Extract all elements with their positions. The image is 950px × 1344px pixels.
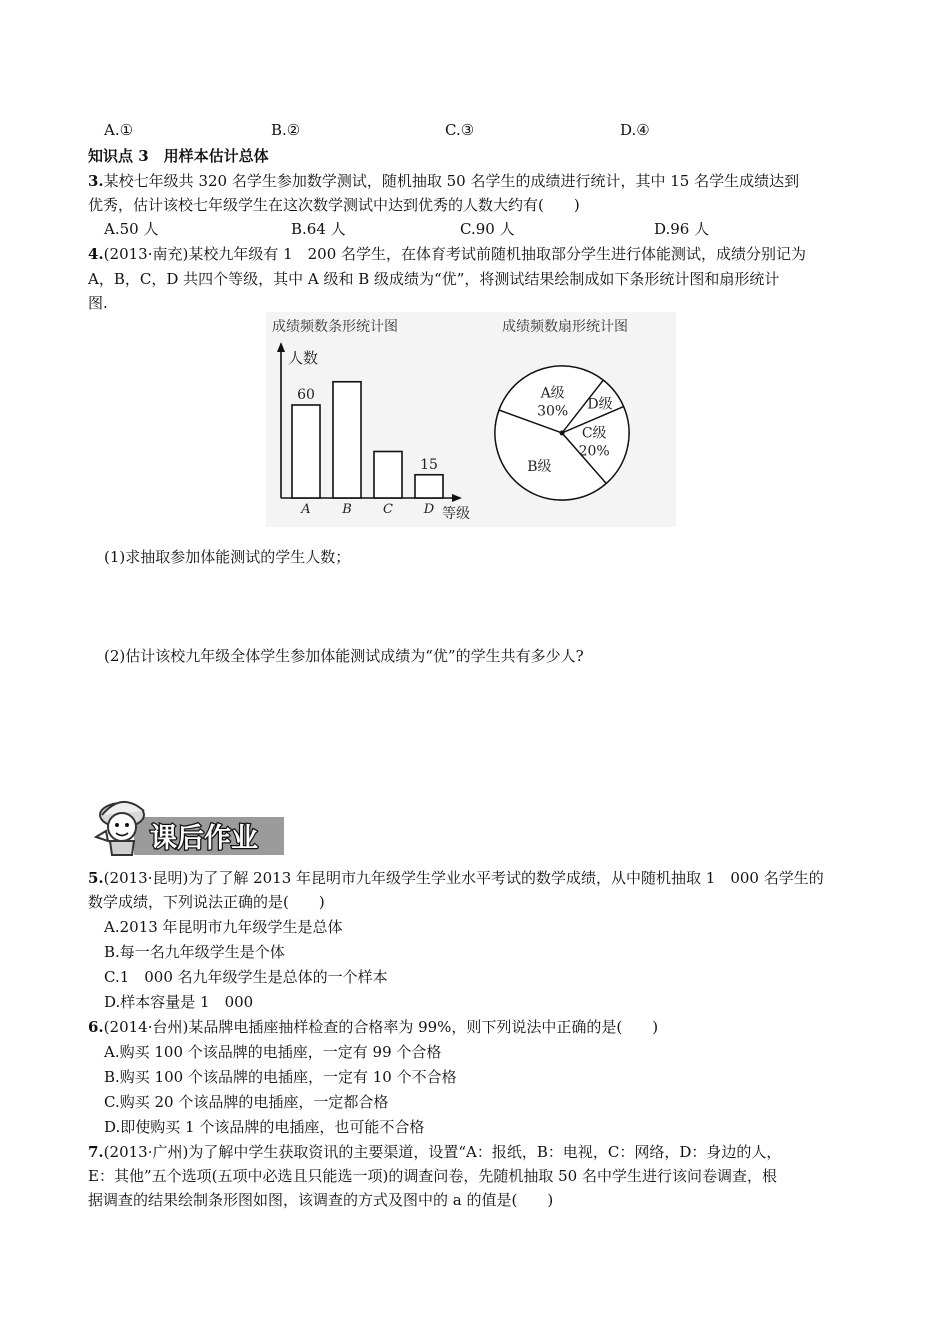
q4-number: 4. bbox=[88, 245, 104, 263]
q5-line-2: 数学成绩，下列说法正确的是( ) bbox=[88, 893, 325, 911]
q5-option-b: B.每一名九年级学生是个体 bbox=[104, 943, 285, 961]
q5-option-d: D.样本容量是 1 000 bbox=[104, 993, 254, 1011]
pie-label-0: A级 bbox=[540, 385, 565, 402]
bar-y-axis-label: 人数 bbox=[288, 349, 319, 367]
q3-line-1: 3.某校七年级共 320 名学生参加数学测试，随机抽取 50 名学生的成绩进行统计，其中 15 名学生成绩达到 bbox=[88, 172, 800, 190]
statistics-figure bbox=[266, 312, 676, 527]
pie-center-dot bbox=[560, 431, 565, 436]
pie-chart-title: 成绩频数扇形统计图 bbox=[502, 319, 628, 335]
q6-option-a: A.购买 100 个该品牌的电插座，一定有 99 个合格 bbox=[104, 1043, 442, 1061]
pie-value-label-2: 20% bbox=[578, 443, 610, 460]
q3-option-c: C.90 人 bbox=[460, 220, 515, 238]
q7-line-3: 据调查的结果绘制条形图如图，该调查的方式及图中的 a 的值是( ) bbox=[88, 1191, 554, 1209]
q2-option-b: B.② bbox=[271, 121, 301, 139]
q6-line-1: 6.(2014·台州)某品牌电插座抽样检查的合格率为 99%，则下列说法中正确的是( ) bbox=[88, 1018, 659, 1036]
q3-option-a: A.50 人 bbox=[104, 220, 159, 238]
q5-option-c: C.1 000 名九年级学生是总体的一个样本 bbox=[104, 968, 388, 986]
pie-value-label-0: 30% bbox=[537, 403, 569, 420]
q6-option-c: C.购买 20 个该品牌的电插座，一定都合格 bbox=[104, 1093, 389, 1111]
q6-number: 6. bbox=[88, 1018, 104, 1036]
q2-option-c: C.③ bbox=[445, 121, 475, 139]
q3-number: 3. bbox=[88, 172, 104, 190]
pie-label-3: B级 bbox=[527, 459, 552, 476]
banner-title: 课后作业 bbox=[150, 823, 258, 854]
q3-option-b: B.64 人 bbox=[291, 220, 346, 238]
pie-label-1: D级 bbox=[587, 396, 613, 413]
q2-options bbox=[104, 119, 864, 141]
bar-D bbox=[415, 475, 443, 498]
q5-line-1: 5.(2013·昆明)为了了解 2013 年昆明市九年级学生学业水平考试的数学成绩，从中随机抽取 1 000 名学生的 bbox=[88, 869, 824, 887]
homework-banner bbox=[88, 785, 288, 857]
q4-sub-2: (2)估计该校九年级全体学生参加体能测试成绩为“优”的学生共有多少人? bbox=[104, 647, 584, 665]
bar-chart-title: 成绩频数条形统计图 bbox=[272, 319, 398, 335]
bar-tick-label-D: D bbox=[423, 502, 435, 517]
q4-sub-1: (1)求抽取参加体能测试的学生人数； bbox=[104, 548, 351, 566]
q6-option-b: B.购买 100 个该品牌的电插座，一定有 10 个不合格 bbox=[104, 1068, 457, 1086]
q3-options bbox=[104, 218, 864, 240]
q2-option-a: A.① bbox=[104, 121, 134, 139]
bar-tick-label-C: C bbox=[383, 502, 393, 517]
q6-option-d: D.即使购买 1 个该品牌的电插座，也可能不合格 bbox=[104, 1118, 425, 1136]
q5-number: 5. bbox=[88, 869, 104, 887]
pie-chart bbox=[495, 366, 629, 500]
q7-line-2: E：其他”五个选项(五项中必选且只能选一项)的调查问卷，先随机抽取 50 名中学生进行该问卷调查，根 bbox=[88, 1167, 777, 1185]
bar-data-label-D: 15 bbox=[420, 456, 438, 473]
q4-line-1: 4.(2013·南充)某校九年级有 1 200 名学生，在体育考试前随机抽取部分学生进行体能测试，成绩分别记为 bbox=[88, 245, 807, 263]
bar-x-axis-label: 等级 bbox=[442, 506, 470, 522]
q3-line-2: 优秀，估计该校七年级学生在这次数学测试中达到优秀的人数大约有( ) bbox=[88, 196, 580, 214]
bar-tick-label-B: B bbox=[342, 502, 352, 517]
q7-number: 7. bbox=[88, 1143, 104, 1161]
bar-A bbox=[292, 405, 320, 498]
pie-label-2: C级 bbox=[581, 425, 607, 442]
bar-data-label-A: 60 bbox=[297, 387, 315, 403]
bar-tick-label-A: A bbox=[301, 502, 311, 517]
section-3-title: 知识点 3 用样本估计总体 bbox=[88, 147, 269, 165]
q4-line-2: A，B，C，D 共四个等级，其中 A 级和 B 级成绩为“优”，将测试结果绘制成如下条形统计图和扇形统计 bbox=[88, 270, 780, 288]
bar-C bbox=[374, 452, 402, 499]
q5-option-a: A.2013 年昆明市九年级学生是总体 bbox=[104, 918, 343, 936]
q7-line-1: 7.(2013·广州)为了解中学生获取资讯的主要渠道，设置“A：报纸，B：电视，C：网络，D：身边的人， bbox=[88, 1143, 782, 1161]
q2-option-d: D.④ bbox=[620, 121, 650, 139]
q3-option-d: D.96 人 bbox=[654, 220, 710, 238]
bar-B bbox=[333, 382, 361, 498]
q4-line-3: 图. bbox=[88, 294, 108, 312]
